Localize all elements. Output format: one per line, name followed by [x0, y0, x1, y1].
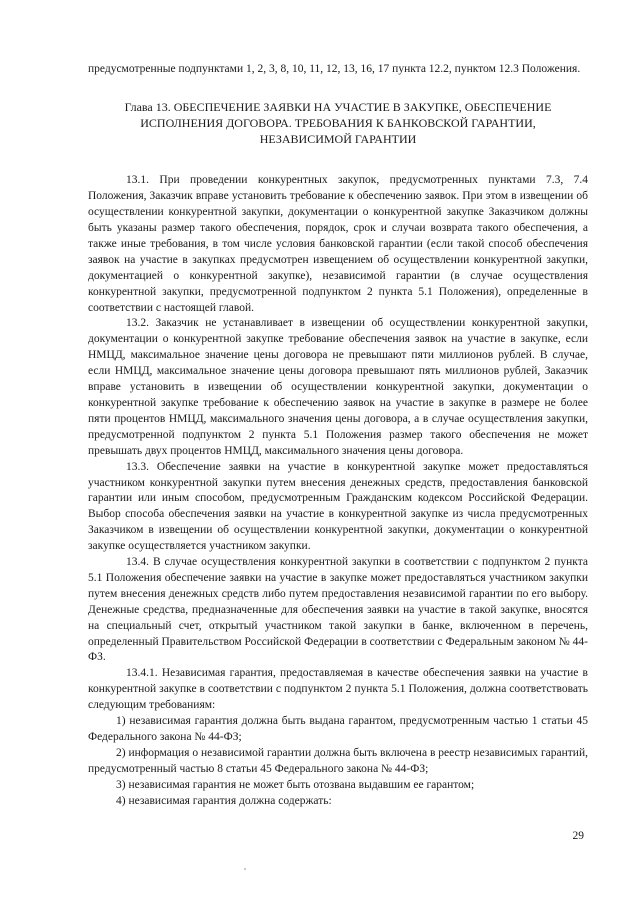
list-item-1: 1) независимая гарантия должна быть выдана гарантом, предусмотренным частью 1 статьи 45 Федерального закона № 44-ФЗ; [88, 715, 588, 744]
chapter-title: Глава 13. ОБЕСПЕЧЕНИЕ ЗАЯВКИ НА УЧАСТИЕ В ЗАКУПКЕ, ОБЕСПЕЧЕНИЕ ИСПОЛНЕНИЯ ДОГОВОРА. ТРЕБОВАНИЯ К БАНКОВСКОЙ ГАРАНТИИ, НЕЗАВИСИМОЙ ГАРАНТИИ [124, 99, 552, 146]
list-item-4: 4) независимая гарантия должна содержать: [116, 794, 332, 807]
scan-speck [244, 868, 246, 870]
paragraph-13-2: 13.2. Заказчик не устанавливает в извещении об осуществлении конкурентной закупки, документации о конкурентной закупке требование обеспечения заявок на участие в закупке, если НМЦД, максимальное значение цены договора не превышают пяти миллионов рублей. В случае, если НМЦД, максимальное значение цены договора превышают пять миллионов рублей, Заказчик вправе установить в извещении об осуществлении конкурентной закупки, документации о конкурентной закупке требование к обеспечению заявок на участие в закупке в размере не более пяти процентов НМЦД, максимального значения цены договора, а в случае осуществления закупки, предусмотренной подпунктом 2 пункта 5.1 Положения размер такого обеспечения не может превышать двух процентов НМЦД, максимального значения цены договора. [88, 317, 588, 457]
page-number: 29 [572, 830, 584, 842]
paragraph-13-4-1: 13.4.1. Независимая гарантия, предоставляемая в качестве обеспечения заявки на участие в конкурентной закупке в соответствии с подпунктом 2 пункта 5.1 Положения, должна соответствовать следующим требованиям: [88, 667, 588, 712]
intro-continuation: предусмотренные подпунктами 1, 2, 3, 8, 10, 11, 12, 13, 16, 17 пункта 12.2, пунктом 12.3 Положения. [88, 63, 581, 75]
paragraph-13-4: 13.4. В случае осуществления конкурентной закупки в соответствии с подпунктом 2 пункта 5.1 Положения обеспечение заявки на участие в закупке может предоставляться участником закупки путем внесения денежных средств либо путем предоставления независимой гарантии по его выбору. Денежные средства, предназначенные для обеспечения заявки на участие в такой закупке, вносятся на специальный счет, открытый участником такой закупки в банке, включенном в перечень, определенный Правительством Российской Федерации в соответствии с Федеральным законом № 44-ФЗ. [88, 556, 588, 664]
paragraph-13-3: 13.3. Обеспечение заявки на участие в конкурентной закупке может предоставляться участником конкурентной закупки путем внесения денежных средств, предоставления банковской гарантии или иным способом, предусмотренным Гражданским кодексом Российской Федерации. Выбор способа обеспечения заявки на участие в конкурентной закупке из числа предусмотренных Заказчиком в извещении об осуществлении конкурентной закупки, документации о конкурентной закупке осуществляется участником закупки. [88, 460, 588, 553]
list-item-3: 3) независимая гарантия не может быть отозвана выдавшим ее гарантом; [116, 778, 475, 791]
document-page [88, 62, 588, 810]
paragraph-13-1: 13.1. При проведении конкурентных закупок, предусмотренных пунктами 7.3, 7.4 Положения, Заказчик вправе установить требование к обеспечению заявок. При этом в извещении об осуществлении конкурентной закупки, документации о конкурентной закупке Заказчиком должны быть указаны размер такого обеспечения, порядок, срок и случаи возврата такого обеспечения, а также иные требования, в том числе условия банковской гарантии (если такой способ обеспечения заявок на участие в закупках предусмотрен извещением об осуществлении конкурентной закупки, документацией о конкурентной закупке), независимой гарантии (в случае осуществления конкурентной закупки, предусмотренной подпунктом 2 пункта 5.1 Положения), определенные в соответствии с настоящей главой. [88, 174, 588, 314]
list-item-2: 2) информация о независимой гарантии должна быть включена в реестр независимых гарантий, предусмотренный частью 8 статьи 45 Федерального закона № 44-ФЗ; [88, 746, 588, 775]
